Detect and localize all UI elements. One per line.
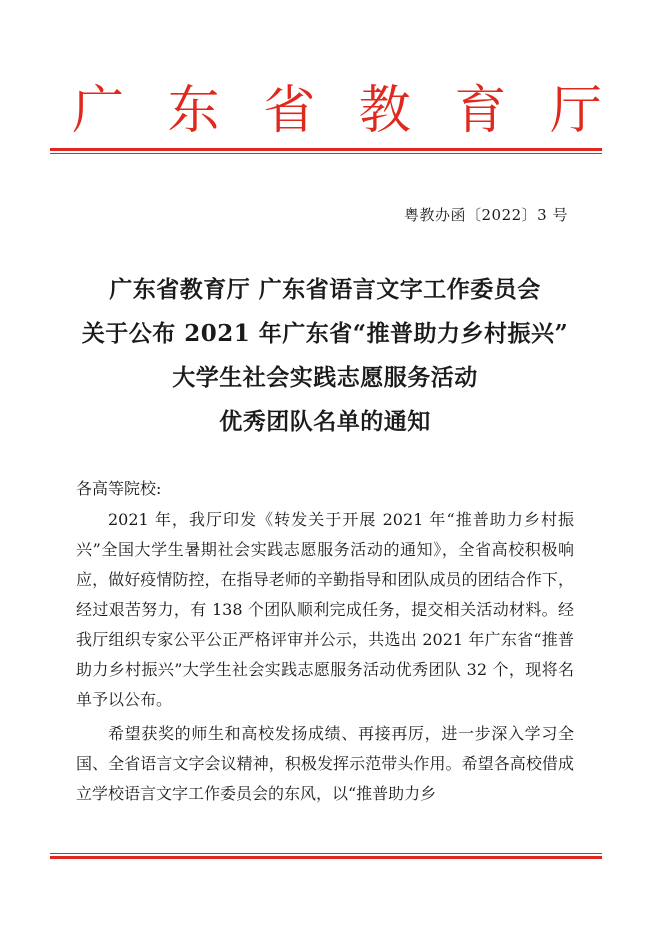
- title-line: 大学生社会实践志愿服务活动: [172, 364, 478, 391]
- header-divider-thin: [50, 153, 602, 154]
- document-title: [0, 268, 650, 444]
- body-text: [76, 505, 574, 813]
- title-line: 广东省教育厅 广东省语言文字工作委员会: [109, 276, 541, 303]
- letterhead-char: 广: [72, 81, 125, 141]
- footer-divider-thick: [50, 856, 602, 859]
- letterhead-char: 厅: [549, 81, 602, 141]
- title-line: 关于公布 2021 年广东省“推普助力乡村振兴”: [81, 320, 569, 347]
- paragraph: 希望获奖的师生和高校发扬成绩、再接再厉，进一步深入学习全国、全省语言文字会议精神，积极发挥示范带头作用。希望各高校借成立学校语言文字工作委员会的东风，以“推普助力乡: [76, 724, 574, 803]
- letterhead-char: 教: [358, 81, 411, 141]
- footer-divider-thin: [50, 853, 602, 854]
- letterhead-char: 育: [454, 81, 507, 141]
- document-number: 粤教办函〔2022〕3 号: [404, 206, 568, 224]
- paragraph: 2021 年，我厅印发《转发关于开展 2021 年“推普助力乡村振兴”全国大学生暑期社会实践志愿服务活动的通知》，全省高校积极响应，做好疫情防控，在指导老师的辛勤指导和团队成员的团结合作下，经过艰苦努力，有 138 个团队顺利完成任务，提交相关活动材料。经我厅组织专家公平公正严格评审并公示，共选出 2021 年广东省“推普助力乡村振兴”大学生社会实践志愿服务活动优秀团队 32 个，现将名单予以公布。: [76, 510, 574, 709]
- letterhead-char: 东: [167, 81, 220, 141]
- header-divider-thick: [50, 148, 602, 151]
- title-line: 优秀团队名单的通知: [219, 408, 431, 435]
- letterhead-title: [0, 78, 650, 148]
- salutation: 各高等院校:: [76, 479, 162, 498]
- letterhead-char: 省: [263, 81, 316, 141]
